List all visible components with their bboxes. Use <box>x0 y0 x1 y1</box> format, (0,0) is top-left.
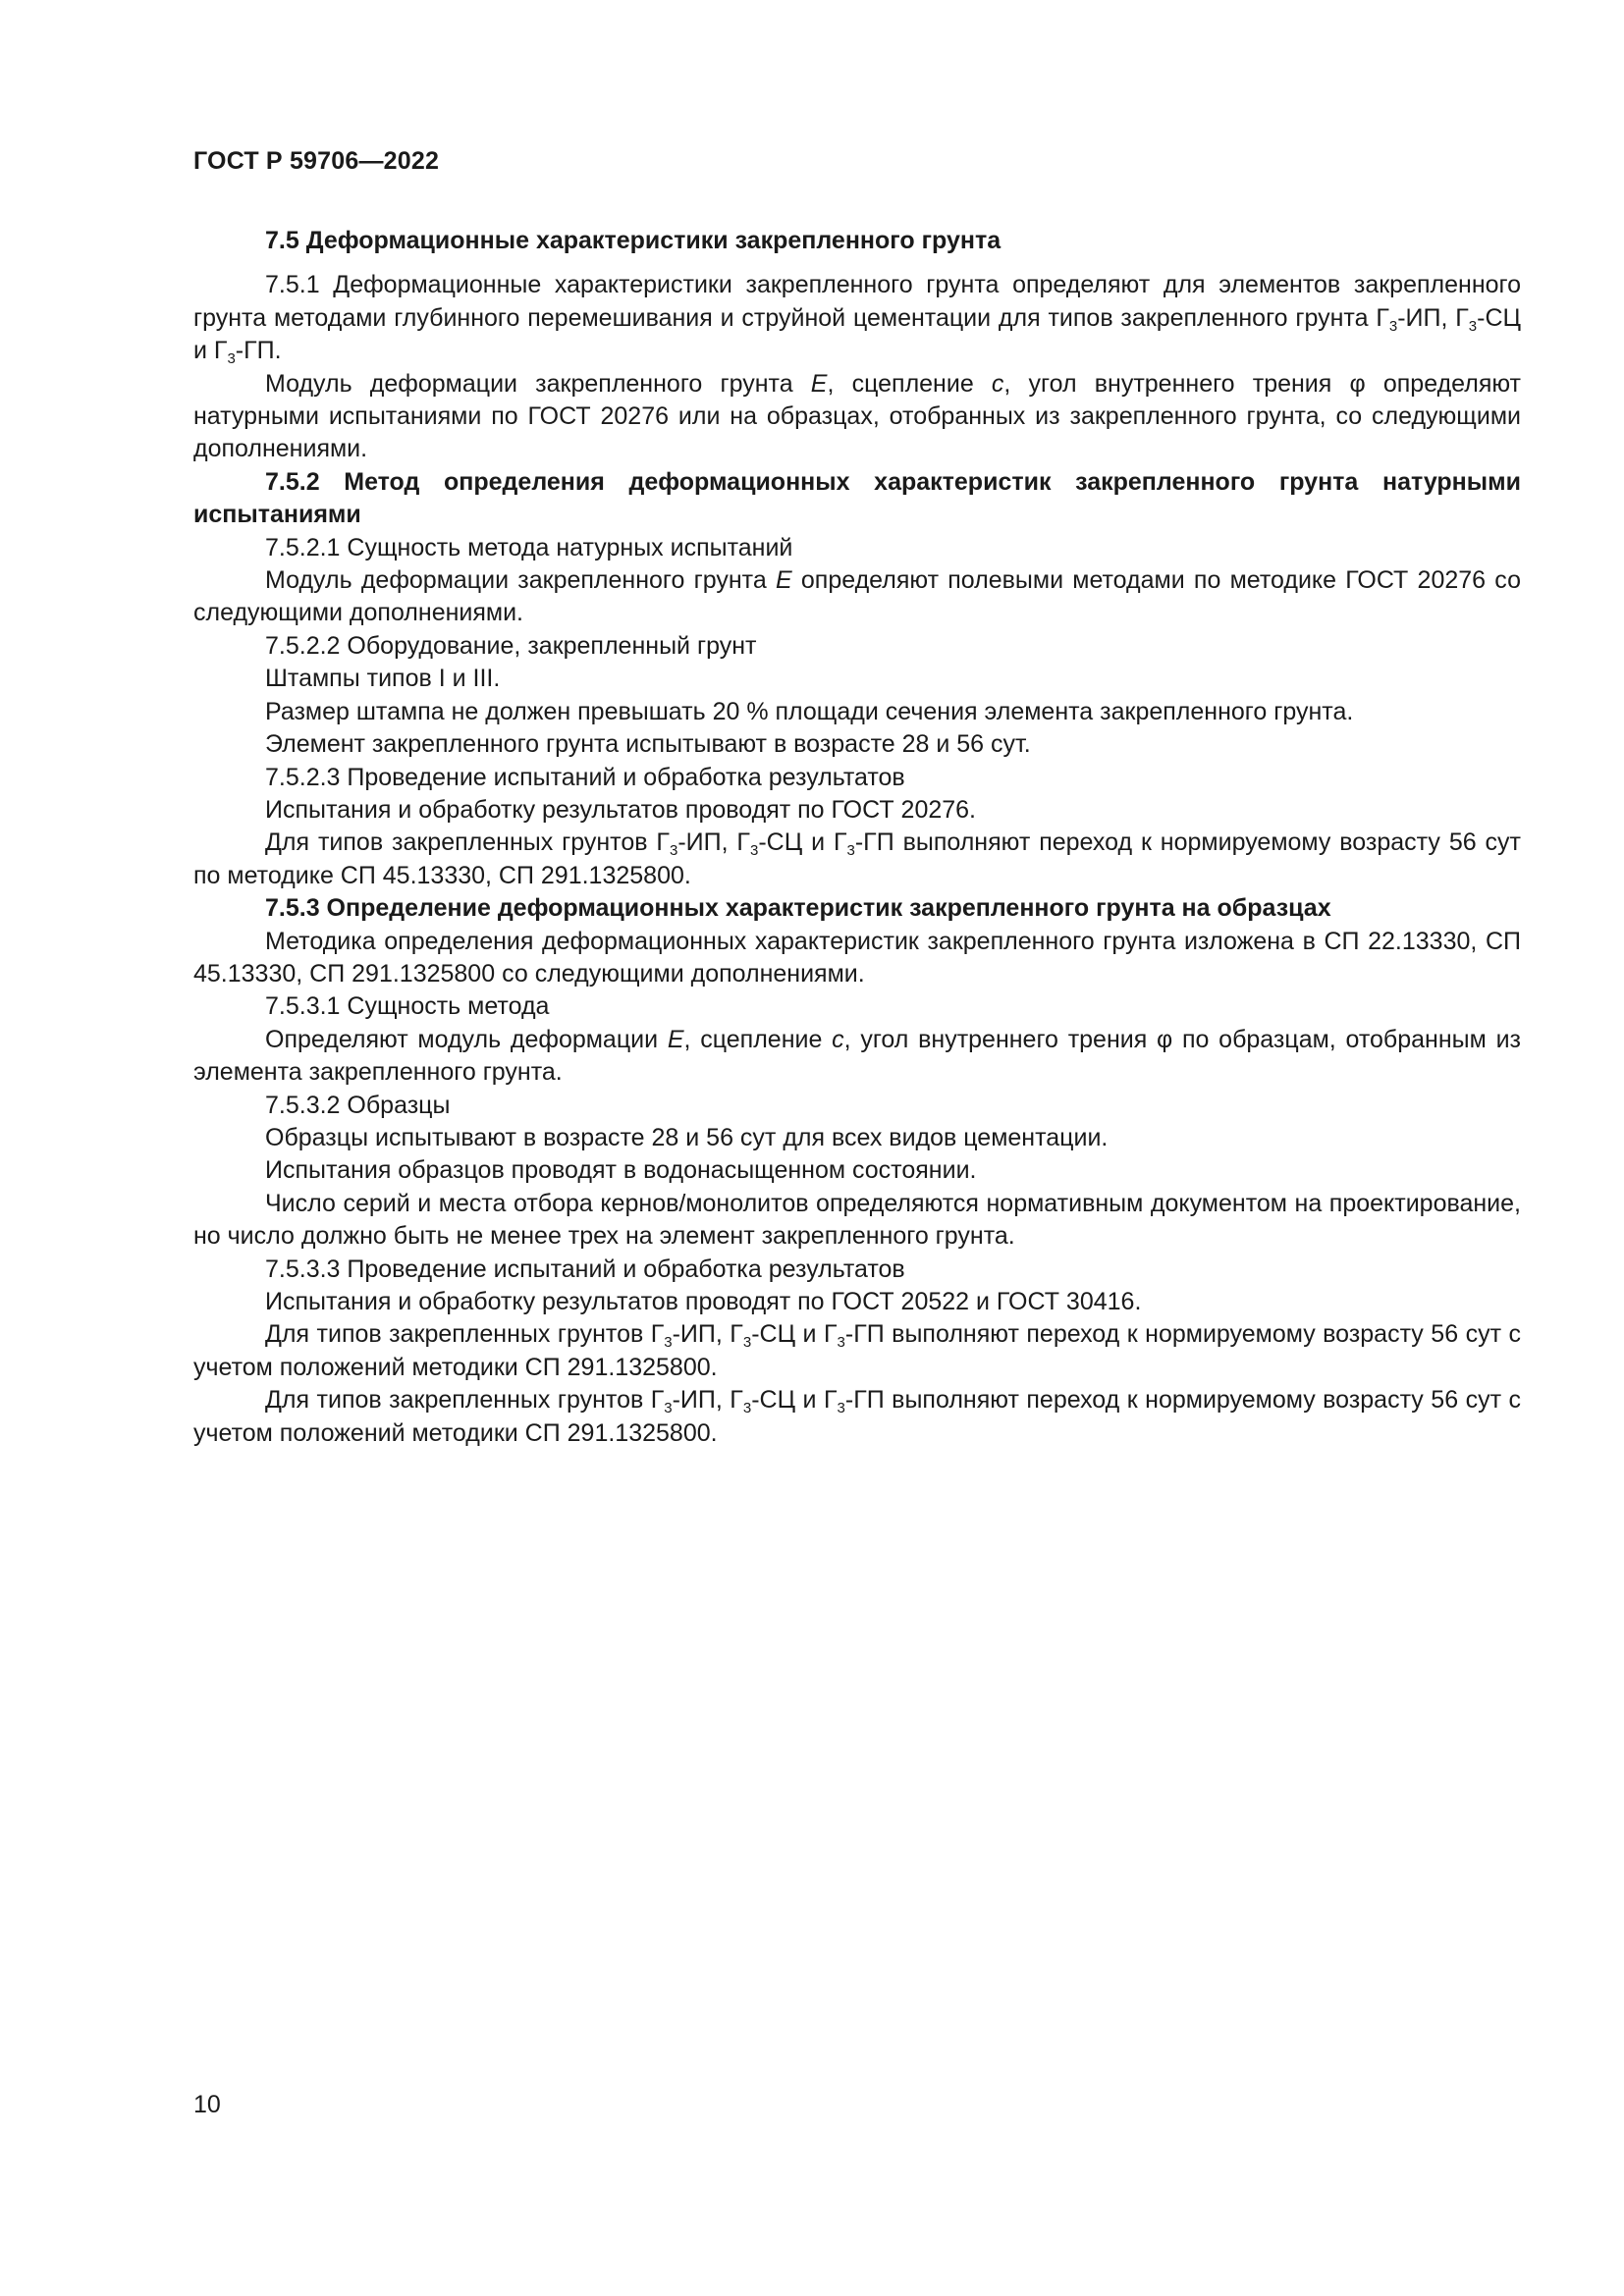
subsection-7-5-2-1: 7.5.2.1 Сущность метода натурных испытаний <box>265 533 793 561</box>
paragraph-7-5-3-3-c: Для типов закрепленных грунтов $Г_3-ИП$, $Г_3-СЦ$ и $Г_3-ГП$ выполняют переход к нормируемому возрасту 56 сут с учетом положений методики СП 291.1325800. <box>193 1386 1521 1447</box>
paragraph-7-5-2-1: Модуль деформации закрепленного грунта E определяют полевыми методами по методике ГОСТ 20276 со следующими дополнениями. <box>193 566 1521 627</box>
paragraph-samples-age: Образцы испытывают в возрасте 28 и 56 сут для всех видов цементации. <box>265 1123 1109 1151</box>
section-7-5-3-title: 7.5.3 Определение деформационных характеристик закрепленного грунта на образцах <box>265 894 1331 923</box>
paragraph-7-5-3-1: Определяют модуль деформации E, сцепление c, угол внутреннего трения φ по образцам, отобранным из элемента закрепленного грунта. <box>193 1025 1521 1087</box>
paragraph-samples-state: Испытания образцов проводят в водонасыщенном состоянии. <box>265 1156 977 1185</box>
subsection-7-5-2-2: 7.5.2.2 Оборудование, закрепленный грунт <box>265 631 757 660</box>
subsection-7-5-3-2: 7.5.3.2 Образцы <box>265 1091 451 1119</box>
section-7-5-2-title: 7.5.2 Метод определения деформационных характеристик закрепленного грунта натурными испытаниями <box>193 467 1521 529</box>
paragraph-modulus: Модуль деформации закрепленного грунта E, сцепление c, угол внутреннего трения φ определяют натурными испытаниями по ГОСТ 20276 или на образцах, отобранных из закрепленного грунта, со следующими дополнениями. <box>193 369 1522 463</box>
paragraph-stamps: Штампы типов I и III. <box>265 665 501 693</box>
paragraph-7-5-2-3-b: Для типов закрепленных грунтов $Г_3-ИП$, $Г_3-СЦ$ и $Г_3-ГП$ выполняют переход к нормируемому возрасту 56 сут по методике СП 45.13330, СП 291.1325800. <box>193 828 1521 889</box>
paragraph-7-5-1: 7.5.1 Деформационные характеристики закрепленного грунта определяют для элементов закрепленного грунта методами глубинного перемешивания и струйной цементации для типов закрепленного грунта $Г_3-ИП$, $Г_3-СЦ$ и $Г_3-ГП$. <box>193 271 1521 368</box>
page-number: 10 <box>193 2091 221 2118</box>
paragraph-samples-count: Число серий и места отбора кернов/монолитов определяются нормативным документом на проектирование, но число должно быть не менее трех на элемент закрепленного грунта. <box>193 1189 1521 1251</box>
paragraph-test-age: Элемент закрепленного грунта испытывают в возрасте 28 и 56 сут. <box>265 730 1031 759</box>
subsection-7-5-3-1: 7.5.3.1 Сущность метода <box>265 992 550 1021</box>
paragraph-7-5-3: Методика определения деформационных характеристик закрепленного грунта изложена в СП 22.13330, СП 45.13330, СП 291.1325800 со следующими дополнениями. <box>193 927 1521 988</box>
paragraph-7-5-3-3-b: Для типов закрепленных грунтов $Г_3-ИП$, $Г_3-СЦ$ и $Г_3-ГП$ выполняют переход к нормируемому возрасту 56 сут с учетом положений методики СП 291.1325800. <box>193 1320 1521 1381</box>
document-code: ГОСТ Р 59706—2022 <box>193 147 440 175</box>
section-7-5-title: 7.5 Деформационные характеристики закрепленного грунта <box>265 227 1001 254</box>
paragraph-stamp-size: Размер штампа не должен превышать 20 % площади сечения элемента закрепленного грунта. <box>265 697 1354 725</box>
subsection-7-5-3-3: 7.5.3.3 Проведение испытаний и обработка результатов <box>265 1255 905 1283</box>
subsection-7-5-2-3: 7.5.2.3 Проведение испытаний и обработка результатов <box>265 763 905 791</box>
paragraph-7-5-3-3-a: Испытания и обработку результатов проводят по ГОСТ 20522 и ГОСТ 30416. <box>265 1288 1142 1315</box>
paragraph-7-5-2-3-a: Испытания и обработку результатов проводят по ГОСТ 20276. <box>265 795 976 824</box>
document-body <box>193 225 1521 1450</box>
